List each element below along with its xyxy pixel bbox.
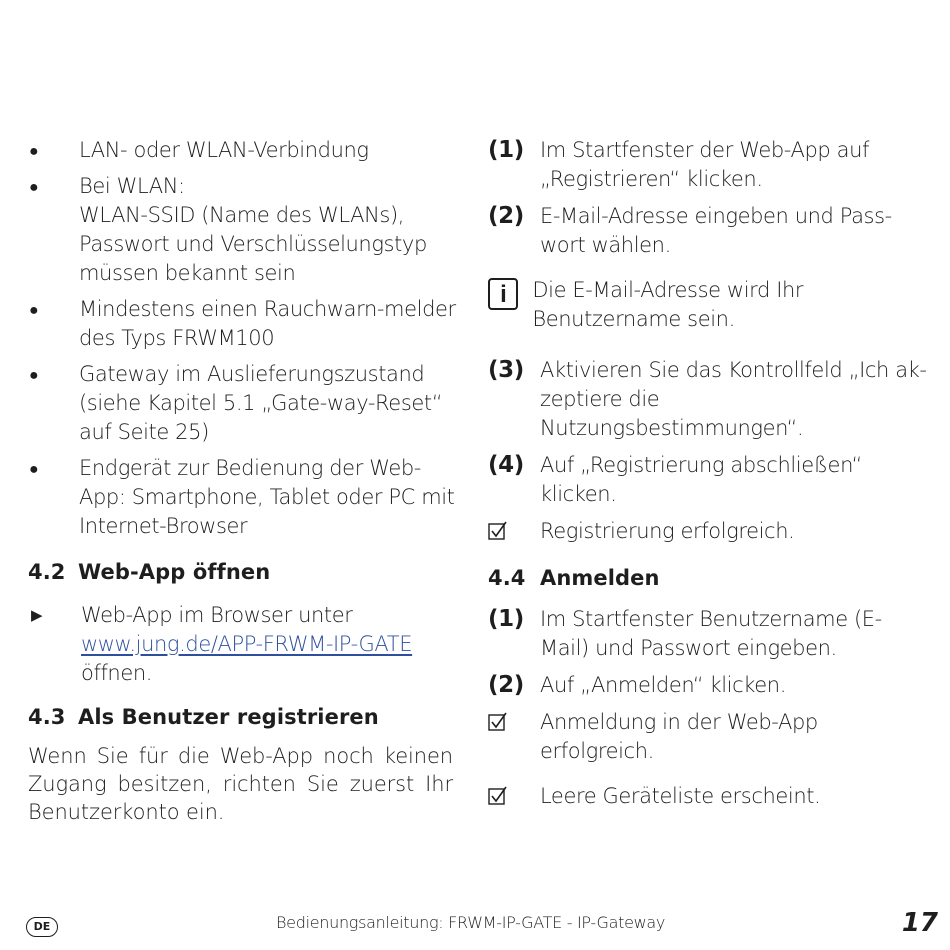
list-item-text: Endgerät zur Bedienung der Web-App: Smartphone, Tablet oder PC mit Internet-Browser (79, 456, 455, 538)
step-number: (4) (488, 452, 524, 478)
result-text: Leere Geräteliste erscheint. (540, 784, 821, 808)
step-text: Aktivieren Sie das Kontrollfeld „Ich ak-zeptiere die Nutzungsbestimmungen“. (540, 358, 927, 440)
step-text: Im Startfenster der Web-App auf „Registrieren“ klicken. (540, 138, 869, 191)
list-item (28, 136, 458, 165)
step-number: (3) (488, 357, 524, 383)
result-text: Anmeldung in der Web-App erfolgreich. (540, 710, 818, 763)
right-column (488, 136, 928, 830)
list-item (28, 454, 458, 541)
checkbox-checked-icon (488, 708, 540, 766)
step-number: (2) (488, 203, 524, 229)
step-text: Im Startfenster Benutzername (E-Mail) und Passwort eingeben. (540, 607, 882, 660)
language-badge: DE (26, 917, 58, 937)
left-column (28, 136, 458, 826)
section-heading-4-2: 4.2 Web-App öffnen (28, 560, 271, 584)
bullet-icon: ● (29, 459, 39, 478)
step-item (488, 605, 928, 663)
step-number: (1) (488, 606, 524, 632)
webapp-link[interactable]: www.jung.de/APP-FRWM-IP-GATE (81, 632, 413, 656)
register-steps-b (488, 356, 928, 509)
step-text: Auf „Registrierung abschließen“ klicken. (540, 453, 862, 506)
section-heading-4-4: 4.4 Anmelden (488, 566, 660, 590)
result-item: Registrierung erfolgreich. (488, 517, 928, 549)
footer-title: Bedienungsanleitung: FRWM-IP-GATE - IP-Gateway (276, 913, 666, 932)
bullet-icon: ● (29, 177, 39, 196)
info-note: i Die E-Mail-Adresse wird Ihr Benutzername sein. (488, 276, 928, 334)
step-text: Auf „Anmelden“ klicken. (540, 673, 786, 697)
info-icon: i (488, 278, 518, 310)
register-steps-a (488, 136, 928, 260)
step-item (488, 451, 928, 509)
arrow-right-icon: ▶ (31, 606, 43, 624)
bullet-icon: ● (29, 365, 39, 384)
step-number: (2) (488, 672, 524, 698)
list-item (28, 360, 458, 447)
step-item (488, 356, 928, 443)
section-heading-4-3: 4.3 Als Benutzer registrieren (28, 705, 379, 729)
step-item (488, 202, 928, 260)
list-item-text: Mindestens einen Rauchwarn-melder des Typs FRWM100 (79, 297, 456, 350)
checkbox-checked-icon (488, 782, 540, 814)
login-results (488, 708, 928, 814)
result-item (488, 782, 928, 814)
bullet-icon: ● (29, 141, 39, 160)
login-steps (488, 605, 928, 700)
list-item-text: Gateway im Auslieferungszustand (siehe Kapitel 5.1 „Gate-way-Reset“ auf Seite 25) (79, 362, 443, 444)
step-item (488, 136, 928, 194)
open-webapp-instruction: ▶ Web-App im Browser unter www.jung.de/APP-FRWM-IP-GATE öffnen. (28, 601, 458, 688)
step-text: E-Mail-Adresse eingeben und Pass-wort wählen. (540, 204, 892, 257)
list-item-text: LAN- oder WLAN-Verbindung (79, 138, 369, 162)
checkbox-checked-icon (488, 517, 540, 549)
step-number: (1) (488, 137, 524, 163)
register-intro-paragraph: Wenn Sie für die Web-App noch keinen Zugang besitzen, richten Sie zuerst Ihr Benutzerkonto ein. (28, 744, 453, 824)
list-item-text: Bei WLAN: WLAN-SSID (Name des WLANs), Passwort und Verschlüsselungstyp müssen bekannt sein (79, 174, 427, 285)
bullet-icon: ● (29, 300, 39, 319)
step-item (488, 671, 928, 700)
list-item (28, 295, 458, 353)
list-item (28, 172, 458, 288)
requirements-list (28, 136, 458, 541)
result-item (488, 708, 928, 766)
page-number: 17 (901, 908, 938, 938)
